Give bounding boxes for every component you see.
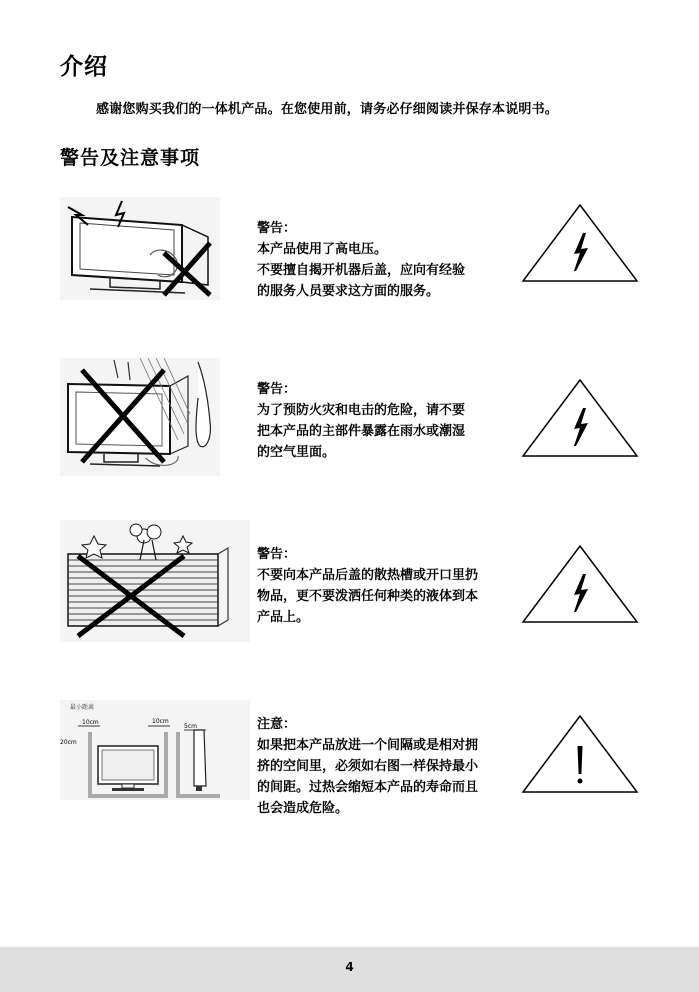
page-title: 介绍 [60, 54, 108, 80]
warning-line: 物品，更不要泼洒任何种类的液体到本 [257, 589, 479, 604]
warning-heading: 警告： [257, 221, 297, 236]
caution-line: 挤的空间里，必须如右图一样保持最小 [257, 759, 479, 774]
warning-text-3 [257, 544, 515, 628]
warning-heading: 警告： [257, 547, 297, 562]
exclamation-icon [519, 714, 641, 794]
warning-line: 把本产品的主部件暴露在雨水或潮湿 [257, 424, 466, 439]
warning-text-1 [257, 218, 515, 302]
clearance-label-right: 10cm [152, 718, 169, 725]
caution-line: 如果把本产品放进一个间隔或是相对拥 [257, 738, 479, 753]
illustration-rain-moisture [60, 358, 220, 476]
warning-line: 不要向本产品后盖的散热槽或开口里扔 [257, 568, 479, 583]
lightning-icon [519, 203, 641, 283]
illustration-vent-objects [60, 520, 250, 642]
lightning-icon [519, 378, 641, 458]
section-title: 警告及注意事项 [60, 147, 201, 169]
warning-line: 不要擅自揭开机器后盖，应向有经验 [257, 263, 466, 278]
clearance-label-back: 5cm [184, 723, 197, 730]
warning-heading: 警告： [257, 382, 297, 397]
page-number: 4 [345, 960, 354, 974]
warning-line: 为了预防火灾和电击的危险，请不要 [257, 403, 466, 418]
caution-line: 也会造成危险。 [257, 801, 349, 816]
clearance-label-top: 20cm [60, 739, 77, 746]
warning-line: 产品上。 [257, 610, 310, 625]
warning-text-2 [257, 379, 515, 463]
lightning-icon [519, 544, 641, 624]
warning-line: 的服务人员要求这方面的服务。 [257, 284, 440, 299]
illustration-clearance [60, 700, 250, 800]
clearance-label-left: 10cm [82, 719, 99, 726]
caution-line: 的间距。过热会缩短本产品的寿命而且 [257, 780, 479, 795]
intro-text: 感谢您购买我们的一体机产品。在您使用前，请务必仔细阅读并保存本说明书。 [96, 102, 559, 117]
page-footer [0, 947, 699, 992]
illustration-open-back-cover [60, 197, 220, 300]
warning-line: 的空气里面。 [257, 445, 336, 460]
warning-line: 本产品使用了高电压。 [257, 242, 388, 257]
caution-heading: 注意： [257, 717, 297, 732]
caution-text [257, 714, 515, 819]
clearance-title: 最小距离 [70, 704, 95, 711]
